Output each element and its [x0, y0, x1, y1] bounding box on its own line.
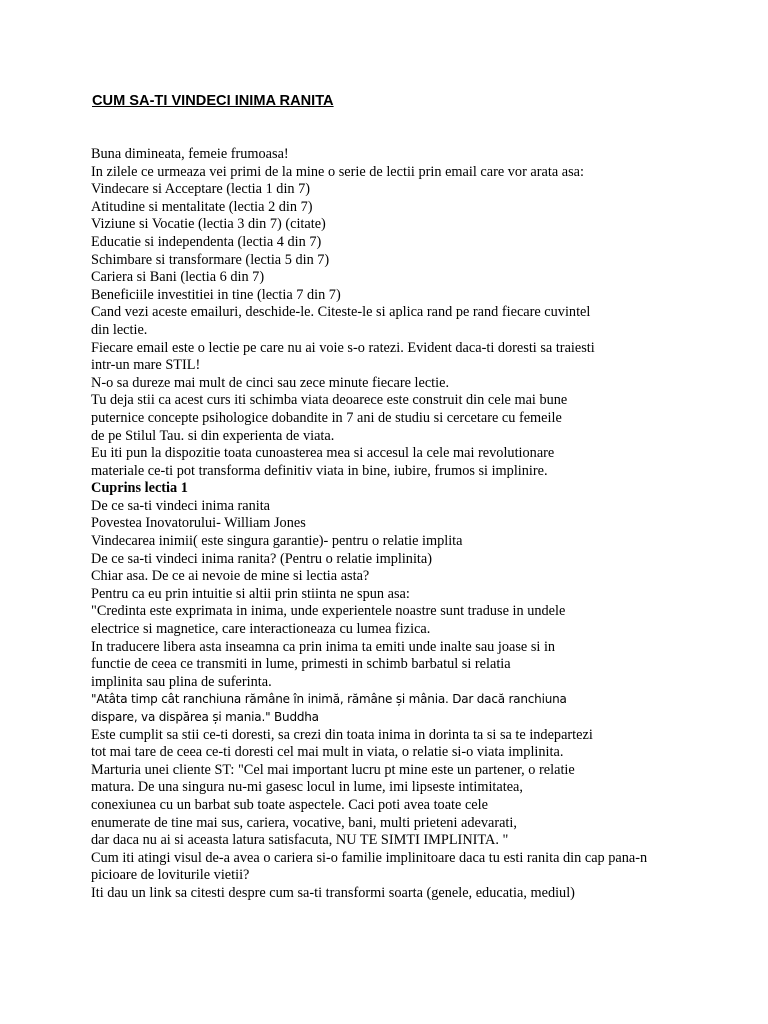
text-line: In traducere libera asta inseamna ca prin inima ta emiti unde inalte sau joase si in — [91, 638, 556, 655]
text-line: "Credinta este exprimata in inima, unde experientele noastre sunt traduse in undele — [91, 603, 566, 620]
lesson-list-item: Atitudine si mentalitate (lectia 2 din 7) — [91, 198, 313, 215]
buddha-quote: "Atâta timp cât ranchiuna rămâne în inimă, rămâne și mânia. Dar dacă ranchiuna — [91, 692, 567, 707]
text-line: intr-un mare STIL! — [91, 357, 201, 374]
testimonial-line: dar daca nu ai si aceasta latura satisfacuta, NU TE SIMTI IMPLINITA. " — [91, 832, 509, 849]
text-line: tot mai tare de ceea ce-ti doresti cel mai mult in viata, o relatie si-o viata implinita. — [91, 744, 564, 761]
text-line: N-o sa dureze mai mult de cinci sau zece minute fiecare lectie. — [91, 374, 450, 391]
lesson-list-item: Cariera si Bani (lectia 6 din 7) — [91, 269, 265, 286]
text-line: Eu iti pun la dispozitie toata cunoasterea mea si accesul la cele mai revolutionare — [91, 445, 555, 462]
lesson-list-item: Schimbare si transformare (lectia 5 din 7) — [91, 251, 330, 268]
text-line: Pentru ca eu prin intuitie si altii prin stiinta ne spun asa: — [91, 585, 410, 602]
text-line: Cum iti atingi visul de-a avea o cariera si-o familie implinitoare daca tu esti ranita din cap pana-n — [91, 849, 648, 866]
text-line: picioare de loviturile vietii? — [91, 867, 250, 884]
document-body — [91, 146, 741, 903]
section-heading: Cuprins lectia 1 — [91, 480, 188, 497]
text-line: Este cumplit sa stii ce-ti doresti, sa crezi din toata inima in dorinta ta si sa te indepartezi — [91, 726, 593, 743]
text-line: Cand vezi aceste emailuri, deschide-le. Citeste-le si aplica rand pe rand fiecare cuvintel — [91, 304, 591, 321]
text-line: Buna dimineata, femeie frumoasa! — [91, 146, 289, 162]
text-line: Fiecare email este o lectie pe care nu ai voie s-o ratezi. Evident daca-ti doresti sa traiesti — [91, 339, 595, 356]
buddha-quote: dispare, va dispărea și mania." Buddha — [91, 710, 319, 724]
contents-item: De ce sa-ti vindeci inima ranita — [91, 497, 271, 514]
lesson-list-item: Vindecare si Acceptare (lectia 1 din 7) — [91, 181, 311, 198]
text-line: puternice concepte psihologice dobandite in 7 ani de studiu si cercetare cu femeile — [91, 409, 562, 426]
testimonial-line: matura. De una singura nu-mi gasesc locul in lume, imi lipseste intimitatea, — [91, 779, 523, 796]
lesson-list-item: Viziune si Vocatie (lectia 3 din 7) (citate) — [91, 216, 326, 233]
contents-item: Vindecarea inimii( este singura garantie)- pentru o relatie implita — [91, 533, 463, 550]
text-line: din lectie. — [91, 321, 148, 338]
text-line: Chiar asa. De ce ai nevoie de mine si lectia asta? — [91, 568, 370, 585]
document-title: CUM SA-TI VINDECI INIMA RANITA — [92, 93, 334, 109]
text-line: Iti dau un link sa citesti despre cum sa-ti transformi soarta (genele, educatia, mediul) — [91, 884, 575, 901]
text-line: In zilele ce urmeaza vei primi de la mine o serie de lectii prin email care vor arata asa: — [91, 163, 584, 180]
contents-item: Povestea Inovatorului- William Jones — [91, 515, 306, 532]
lesson-list-item: Beneficiile investitiei in tine (lectia 7 din 7) — [91, 286, 341, 303]
testimonial-line: Marturia unei cliente ST: "Cel mai important lucru pt mine este un partener, o relatie — [91, 761, 575, 778]
lesson-list-item: Educatie si independenta (lectia 4 din 7) — [91, 233, 322, 250]
text-line: implinita sau plina de suferinta. — [91, 673, 272, 690]
text-line: materiale ce-ti pot transforma definitiv viata in bine, iubire, frumos si implinire. — [91, 462, 548, 479]
text-line: Tu deja stii ca acest curs iti schimba viata deoarece este construit din cele mai bune — [91, 392, 568, 409]
text-line: De ce sa-ti vindeci inima ranita? (Pentru o relatie implinita) — [91, 550, 433, 567]
text-line: de pe Stilul Tau. si din experienta de viata. — [91, 427, 335, 444]
text-line: electrice si magnetice, care interactioneaza cu lumea fizica. — [91, 621, 431, 638]
text-line: functie de ceea ce transmiti in lume, primesti in schimb barbatul si relatia — [91, 656, 511, 673]
testimonial-line: enumerate de tine mai sus, cariera, vocative, bani, multi prieteni adevarati, — [91, 814, 517, 831]
testimonial-line: conexiunea cu un barbat sub toate aspectele. Caci poti avea toate cele — [91, 796, 488, 813]
